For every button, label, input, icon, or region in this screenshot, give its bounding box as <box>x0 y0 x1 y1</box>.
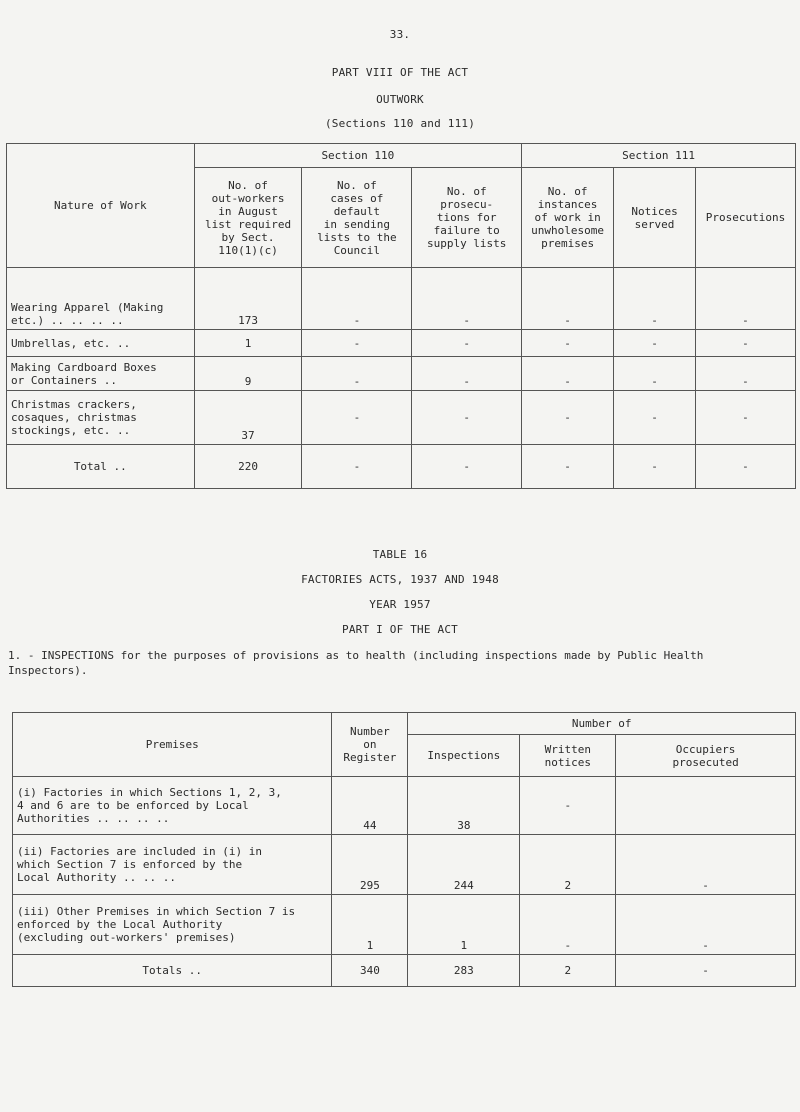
cell-prosecuted: - <box>616 835 796 895</box>
col-cases-of-default: No. of cases of default in sending lists to the Council <box>302 168 412 268</box>
cell-prosecutions-lists: - <box>412 445 522 489</box>
cell-outworkers: 1 <box>194 330 302 357</box>
cell-prosecutions-lists: - <box>412 330 522 357</box>
totals-label: Totals .. <box>13 955 332 987</box>
col-instances: No. of instances of work in unwholesome premises <box>522 168 614 268</box>
cell-prosecutions-lists: - <box>412 391 522 445</box>
cell-outworkers: 9 <box>194 357 302 391</box>
sections-reference: (Sections 110 and 111) <box>324 117 476 130</box>
table-label: TABLE 16 <box>372 548 428 561</box>
cell-prosecutions: - <box>695 330 795 357</box>
cell-register: 295 <box>332 835 408 895</box>
part-subtitle: PART I OF THE ACT <box>342 623 458 636</box>
row-premises: (iii) Other Premises in which Section 7 is enforced by the Local Authority (excluding out-workers' premises) <box>13 895 332 955</box>
cell-notices: - <box>520 777 616 835</box>
cell-prosecutions-lists: - <box>412 268 522 330</box>
table-row <box>13 895 796 955</box>
row-nature: Christmas crackers, cosaques, christmas stockings, etc. .. <box>7 391 195 445</box>
section-subtitle: OUTWORK <box>376 93 424 106</box>
group-number-of: Number of <box>408 713 796 735</box>
col-written-notices: Written notices <box>520 735 616 777</box>
cell-prosecutions: - <box>695 268 795 330</box>
cell-notices: 2 <box>520 955 616 987</box>
inspections-table <box>12 712 796 987</box>
group-section-110: Section 110 <box>194 144 522 168</box>
table-row <box>7 268 796 330</box>
cell-notices: 2 <box>520 835 616 895</box>
outwork-table <box>6 143 796 489</box>
cell-prosecutions-lists: - <box>412 357 522 391</box>
cell-prosecutions: - <box>695 391 795 445</box>
cell-outworkers: 220 <box>194 445 302 489</box>
table-row <box>13 835 796 895</box>
cell-notices: - <box>614 391 696 445</box>
acts-title: FACTORIES ACTS, 1937 AND 1948 <box>301 573 499 586</box>
row-premises: (ii) Factories are included in (i) in which Section 7 is enforced by the Local Authority .. .. .. <box>13 835 332 895</box>
table-row <box>7 391 796 445</box>
inspections-intro: 1. - INSPECTIONS for the purposes of provisions as to health (including inspections made by Public Health Inspectors). <box>8 649 704 677</box>
cell-prosecutions: - <box>695 357 795 391</box>
cell-instances: - <box>522 330 614 357</box>
col-outworkers: No. of out-workers in August list required by Sect. 110(1)(c) <box>194 168 302 268</box>
col-number-on-register: Number on Register <box>332 713 408 777</box>
col-premises: Premises <box>13 713 332 777</box>
cell-prosecuted: - <box>616 955 796 987</box>
cell-notices: - <box>614 445 696 489</box>
cell-prosecutions: - <box>695 445 795 489</box>
row-nature: Umbrellas, etc. .. <box>7 330 195 357</box>
cell-instances: - <box>522 445 614 489</box>
col-nature-of-work: Nature of Work <box>7 144 195 268</box>
cell-notices: - <box>614 268 696 330</box>
table-row <box>7 330 796 357</box>
cell-outworkers: 37 <box>194 391 302 445</box>
cell-inspections: 244 <box>408 835 520 895</box>
total-row <box>7 445 796 489</box>
cell-register: 44 <box>332 777 408 835</box>
cell-default: - <box>302 391 412 445</box>
cell-register: 340 <box>332 955 408 987</box>
table-row <box>13 777 796 835</box>
cell-notices: - <box>614 357 696 391</box>
cell-default: - <box>302 268 412 330</box>
group-section-111: Section 111 <box>522 144 796 168</box>
table-row <box>7 357 796 391</box>
col-occupiers-prosecuted: Occupiers prosecuted <box>616 735 796 777</box>
year-title: YEAR 1957 <box>369 598 431 611</box>
row-nature: Making Cardboard Boxes or Containers .. <box>7 357 195 391</box>
cell-inspections: 283 <box>408 955 520 987</box>
col-notices-served: Notices served <box>614 168 696 268</box>
total-label: Total .. <box>7 445 195 489</box>
cell-outworkers: 173 <box>194 268 302 330</box>
row-premises: (i) Factories in which Sections 1, 2, 3, 4 and 6 are to be enforced by Local Authorities .. .. .. .. <box>13 777 332 835</box>
totals-row <box>13 955 796 987</box>
col-prosecutions-lists: No. of prosecu- tions for failure to supply lists <box>412 168 522 268</box>
page-number: 33. <box>389 28 411 41</box>
part-title: PART VIII OF THE ACT <box>331 66 469 79</box>
cell-prosecuted <box>616 777 796 835</box>
cell-notices: - <box>520 895 616 955</box>
row-nature: Wearing Apparel (Making etc.) .. .. .. .. <box>7 268 195 330</box>
cell-instances: - <box>522 357 614 391</box>
cell-prosecuted: - <box>616 895 796 955</box>
cell-instances: - <box>522 268 614 330</box>
cell-default: - <box>302 330 412 357</box>
cell-default: - <box>302 445 412 489</box>
cell-default: - <box>302 357 412 391</box>
cell-register: 1 <box>332 895 408 955</box>
cell-inspections: 1 <box>408 895 520 955</box>
cell-notices: - <box>614 330 696 357</box>
col-inspections: Inspections <box>408 735 520 777</box>
cell-inspections: 38 <box>408 777 520 835</box>
cell-instances: - <box>522 391 614 445</box>
col-prosecutions: Prosecutions <box>695 168 795 268</box>
